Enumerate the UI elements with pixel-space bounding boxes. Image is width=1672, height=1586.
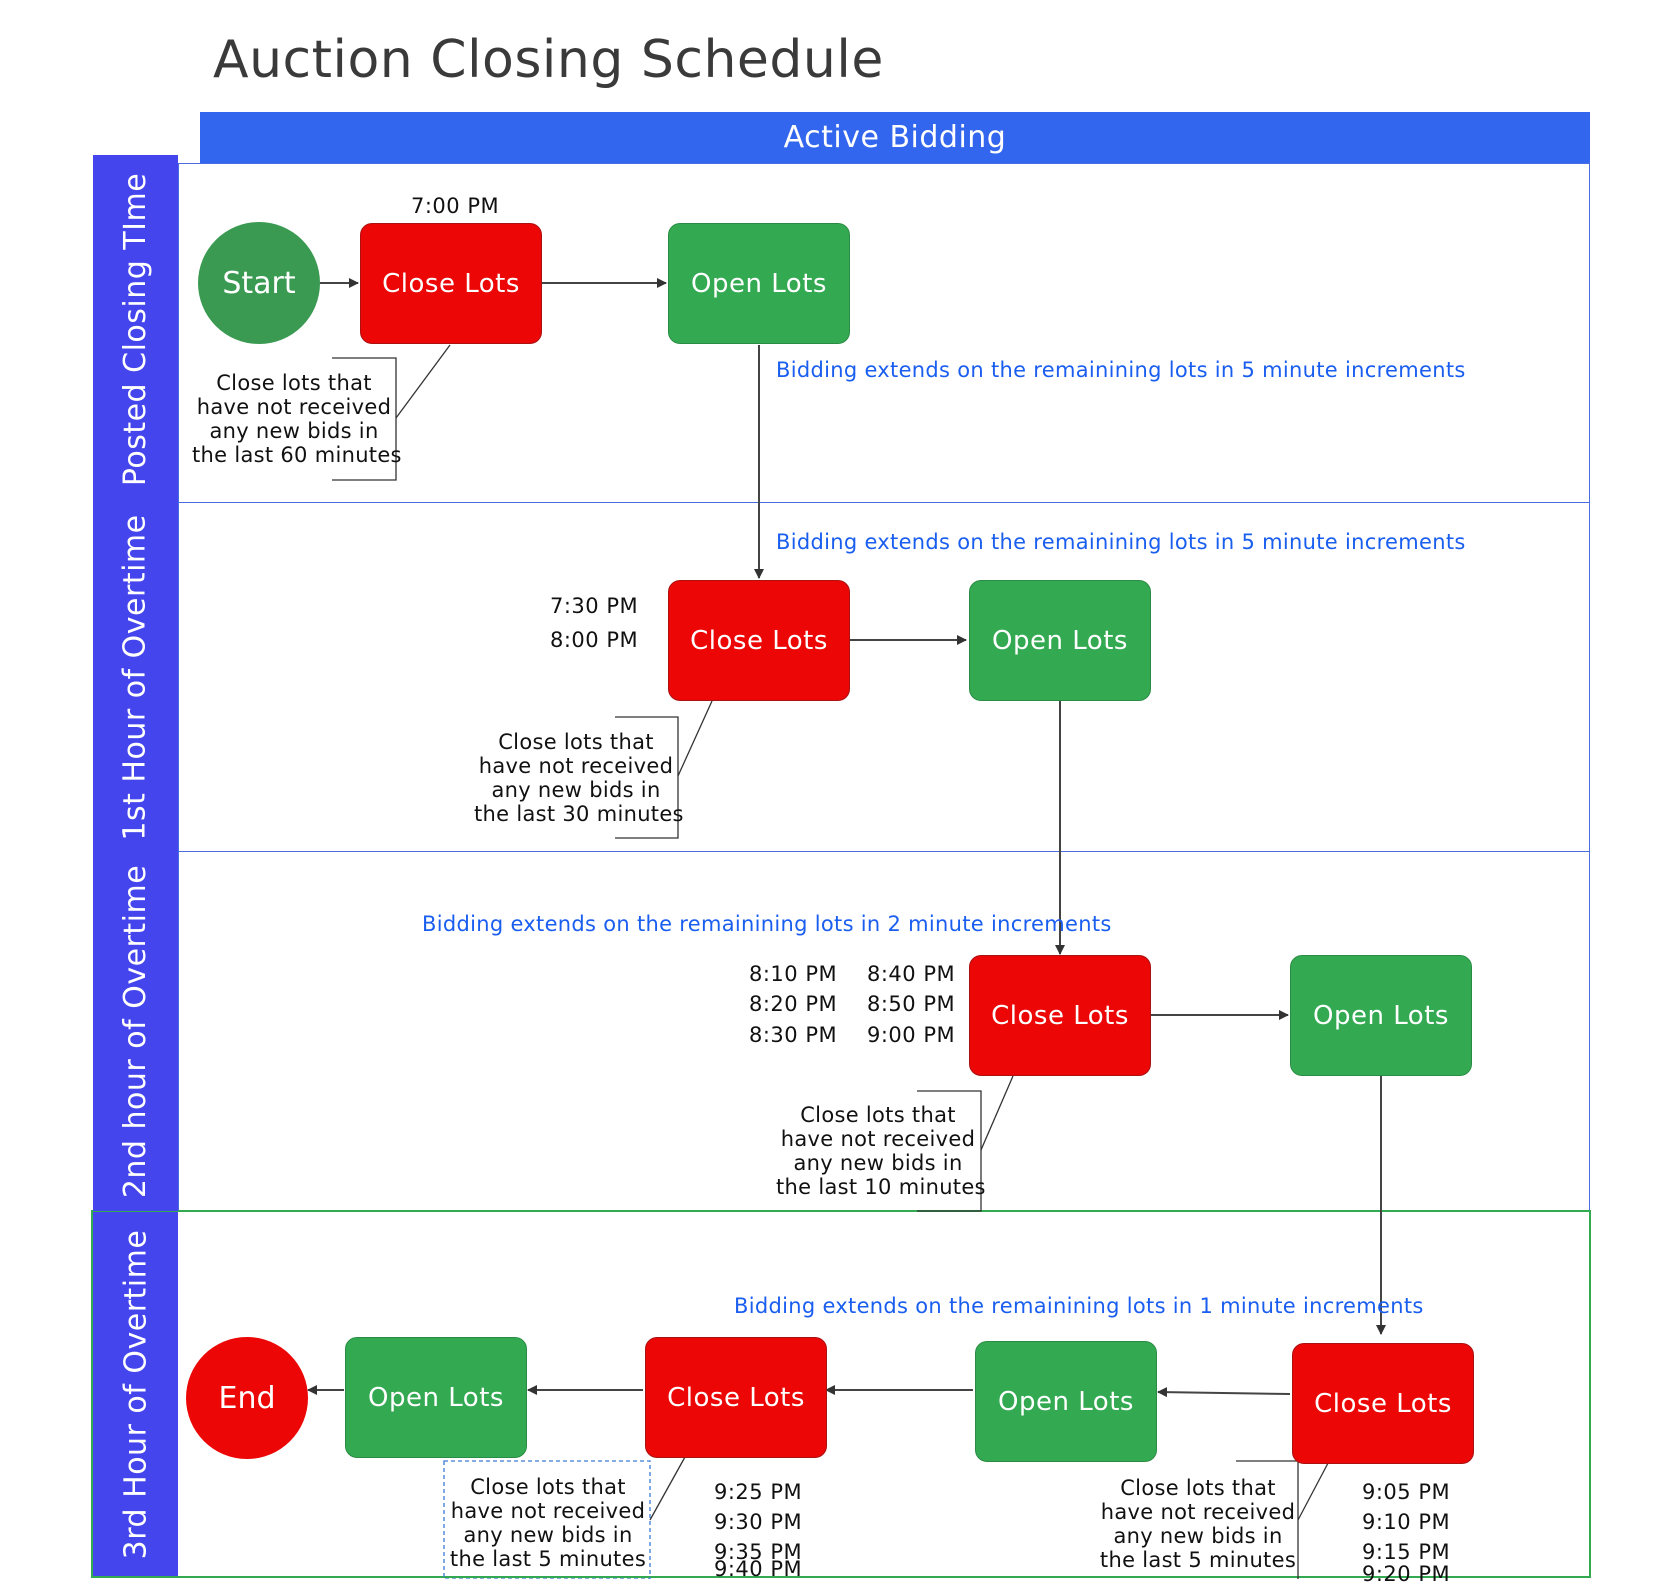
open-lots-3[interactable]: Open Lots <box>1290 955 1472 1076</box>
time-label: 9:10 PM <box>1362 1510 1451 1534</box>
close-lots-5[interactable]: Close Lots <box>645 1337 827 1458</box>
time-label: 9:35 PM <box>714 1540 803 1564</box>
lane-label-second: 2nd hour of Overtime <box>93 851 178 1211</box>
open-lots-2[interactable]: Open Lots <box>969 580 1151 701</box>
header-label: Active Bidding <box>783 120 1007 155</box>
time-label: 9:00 PM <box>867 1023 956 1047</box>
time-label: 9:15 PM <box>1362 1540 1451 1564</box>
time-label: 9:25 PM <box>714 1480 803 1504</box>
lane-label-first: 1st Hour of Overtime <box>93 502 178 852</box>
open-lots-4[interactable]: Open Lots <box>975 1341 1157 1462</box>
lane-label-posted: Posted Closing TIme <box>93 155 178 503</box>
bidding-note-5a: Bidding extends on the remainining lots in 5 minute increments <box>776 358 1466 382</box>
arrow-close-to-open-4 <box>1158 1392 1290 1394</box>
time-label: 9:20 PM <box>1362 1562 1451 1586</box>
time-label: 9:40 PM <box>714 1557 803 1581</box>
start-node[interactable]: Start <box>198 222 320 344</box>
close-lots-2[interactable]: Close Lots <box>668 580 850 701</box>
time-label: 9:30 PM <box>714 1510 803 1534</box>
end-node[interactable]: End <box>186 1337 308 1459</box>
time-label: 8:40 PM <box>867 962 956 986</box>
callout-5b: Close lots that have not received any new bids in the last 5 minutes <box>1099 1476 1297 1572</box>
callout-30: Close lots that have not received any new bids in the last 30 minutes <box>474 730 684 826</box>
close-lots-3[interactable]: Close Lots <box>969 955 1151 1076</box>
page-title: Auction Closing Schedule <box>213 30 884 90</box>
callout-5a: Close lots that have not received any new bids in the last 5 minutes <box>449 1475 647 1571</box>
bidding-note-5b: Bidding extends on the remainining lots in 5 minute increments <box>776 530 1466 554</box>
time-label: 7:30 PM <box>550 594 639 618</box>
close-lots-4[interactable]: Close Lots <box>1292 1343 1474 1464</box>
close-lots-1[interactable]: Close Lots <box>360 223 542 344</box>
lane-label-third: 3rd Hour of Overtime <box>93 1212 178 1576</box>
callout-10: Close lots that have not received any new bids in the last 10 minutes <box>776 1103 986 1199</box>
time-label: 8:30 PM <box>749 1023 838 1047</box>
callout-60: Close lots that have not received any new bids in the last 60 minutes <box>192 371 402 467</box>
bidding-note-1: Bidding extends on the remainining lots in 1 minute increments <box>734 1294 1424 1318</box>
time-label: 9:05 PM <box>1362 1480 1451 1504</box>
time-label: 8:20 PM <box>749 992 838 1016</box>
time-label: 7:00 PM <box>411 194 500 218</box>
open-lots-1[interactable]: Open Lots <box>668 223 850 344</box>
time-label: 8:10 PM <box>749 962 838 986</box>
bidding-note-2: Bidding extends on the remainining lots in 2 minute increments <box>422 912 1112 936</box>
open-lots-5[interactable]: Open Lots <box>345 1337 527 1458</box>
time-label: 8:00 PM <box>550 628 639 652</box>
time-label: 8:50 PM <box>867 992 956 1016</box>
